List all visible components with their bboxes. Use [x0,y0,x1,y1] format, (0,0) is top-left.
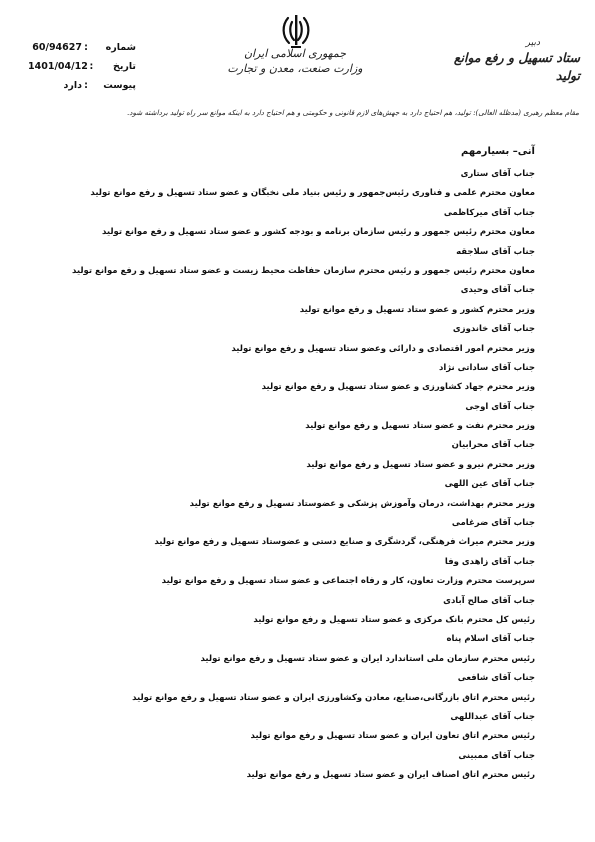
recipient-name: جناب آقای محرابیان [451,440,535,451]
recipient-name: جناب آقای شافعی [457,673,535,684]
recipient-title: وزیر محترم نیرو و عضو ستاد تسهیل و رفع موانع تولید [306,459,535,470]
recipient-name: جناب آقای اوجی [465,401,535,412]
letter-number-row: شماره : 60/94627 [26,38,136,57]
recipient-name: جناب آقای ساداتی نژاد [438,362,535,373]
recipient-name: جناب آقای میرکاظمی [443,207,535,218]
recipient-entry [55,359,535,398]
recipient-title: وزیر محترم امور اقتصادی و دارائی وعضو ستاد تسهیل و رفع موانع تولید [231,343,535,354]
recipient-entry [55,630,535,669]
recipient-entry [55,553,535,592]
urgency-label: آنی– بسیارمهم [461,146,535,157]
secretariat-logotype [430,38,580,85]
recipient-name: جناب آقای ضرغامی [451,518,535,529]
recipient-title: وزیر محترم میراث فرهنگی، گردشگری و صنایع دستی و عضوستاد تسهیل و رفع موانع تولید [154,537,535,548]
ministry-line-name: وزارت صنعت، معدن و تجارت [227,62,363,75]
recipient-title: معاون محترم رئیس جمهور و رئیس محترم سازمان حفاظت محیط زیست و عضو ستاد تسهیل و رفع موانع تولید [71,265,535,276]
ministry-line-country: جمهوری اسلامی ایران [243,47,347,60]
recipient-entry [55,398,535,437]
recipients-list [55,165,535,786]
recipient-title: رئیس محترم اتاق بازرگانی،صنایع، معادن وکشاورزی ایران و عضو ستاد تسهیل و رفع موانع تولید [132,692,535,703]
recipient-title: معاون محترم رئیس جمهور و رئیس سازمان برنامه و بودجه کشور و عضو ستاد تسهیل و رفع موانع تولید [101,227,535,238]
recipient-name: جناب آقای عین اللهی [444,479,535,490]
recipient-entry [55,669,535,708]
secretariat-line-name: ستاد تسهیل و رفع موانع تولید [453,50,580,83]
recipient-title: رئیس محترم اتاق اصناف ایران و عضو ستاد تسهیل و رفع موانع تولید [246,770,535,781]
recipient-title: سرپرست محترم وزارت تعاون، کار و رفاه اجتماعی و عضو ستاد تسهیل و رفع موانع تولید [161,576,535,587]
recipient-entry [55,514,535,553]
recipient-title: وزیر محترم نفت و عضو ستاد تسهیل و رفع موانع تولید [305,421,535,432]
recipient-entry [55,475,535,514]
secretariat-line-title: دبیر [525,38,540,48]
letter-date-value: 1401/04/12 [28,61,88,72]
recipient-title: وزیر محترم جهاد کشاورزی و عضو ستاد تسهیل و رفع موانع تولید [261,382,535,393]
recipient-name: جناب آقای وحیدی [460,285,535,296]
recipient-entry [55,165,535,204]
recipient-title: وزیر محترم بهداشت، درمان وآموزش پزشکی و عضوستاد تسهیل و رفع موانع تولید [189,498,535,509]
recipient-title: وزیر محترم کشور و عضو ستاد تسهیل و رفع موانع تولید [299,304,535,315]
recipient-entry [55,320,535,359]
recipient-name: جناب آقای عبداللهی [450,711,535,722]
ministry-logotype [215,46,375,76]
recipient-title: رئیس کل محترم بانک مرکزی و عضو ستاد تسهیل و رفع موانع تولید [253,614,535,625]
letter-date-row: تاریخ : 1401/04/12 [26,57,136,76]
letter-number-label: شماره [105,42,136,53]
recipient-entry [55,592,535,631]
recipient-name: جناب آقای ستاری [460,169,535,179]
recipient-entry [55,436,535,475]
recipient-entry [55,281,535,320]
recipient-title: رئیس محترم سازمان ملی استاندارد ایران و عضو ستاد تسهیل و رفع موانع تولید [200,653,535,664]
header-quote: مقام معظم رهبری (مدظله العالی): تولید، هم احتیاج دارد به جهش‌های لازم قانونی و حکومتی و هم احتیاج دارد به اینکه موانع سر راه تولید برداشته شود. [127,108,579,117]
letter-attachment-value: دارد [63,80,82,91]
recipient-entry [55,708,535,747]
recipient-name: جناب آقای اسلام پناه [446,634,535,645]
letter-date-label: تاریخ [112,61,136,72]
letter-attachment-label: پیوست [103,80,136,91]
letter-meta [26,38,136,95]
recipient-name: جناب آقای سلاجقه [456,246,535,257]
recipient-name: جناب آقای زاهدی وفا [444,556,535,567]
letter-number-value: 60/94627 [32,42,82,53]
recipient-title: رئیس محترم اتاق تعاون ایران و عضو ستاد تسهیل و رفع موانع تولید [250,731,535,742]
recipient-entry [55,204,535,243]
recipient-name: جناب آقای ممبینی [458,750,535,761]
recipient-name: جناب آقای صالح آبادی [443,595,535,606]
letter-attachment-row: پیوست : دارد [26,76,136,95]
recipient-entry [55,243,535,282]
recipient-title: معاون محترم علمی و فناوری رئیس‌جمهور و رئیس بنیاد ملی نخبگان و عضو ستاد تسهیل و رفع موانع تولید [90,188,535,199]
recipient-entry [55,747,535,786]
recipient-name: جناب آقای خاندوزی [452,324,535,335]
